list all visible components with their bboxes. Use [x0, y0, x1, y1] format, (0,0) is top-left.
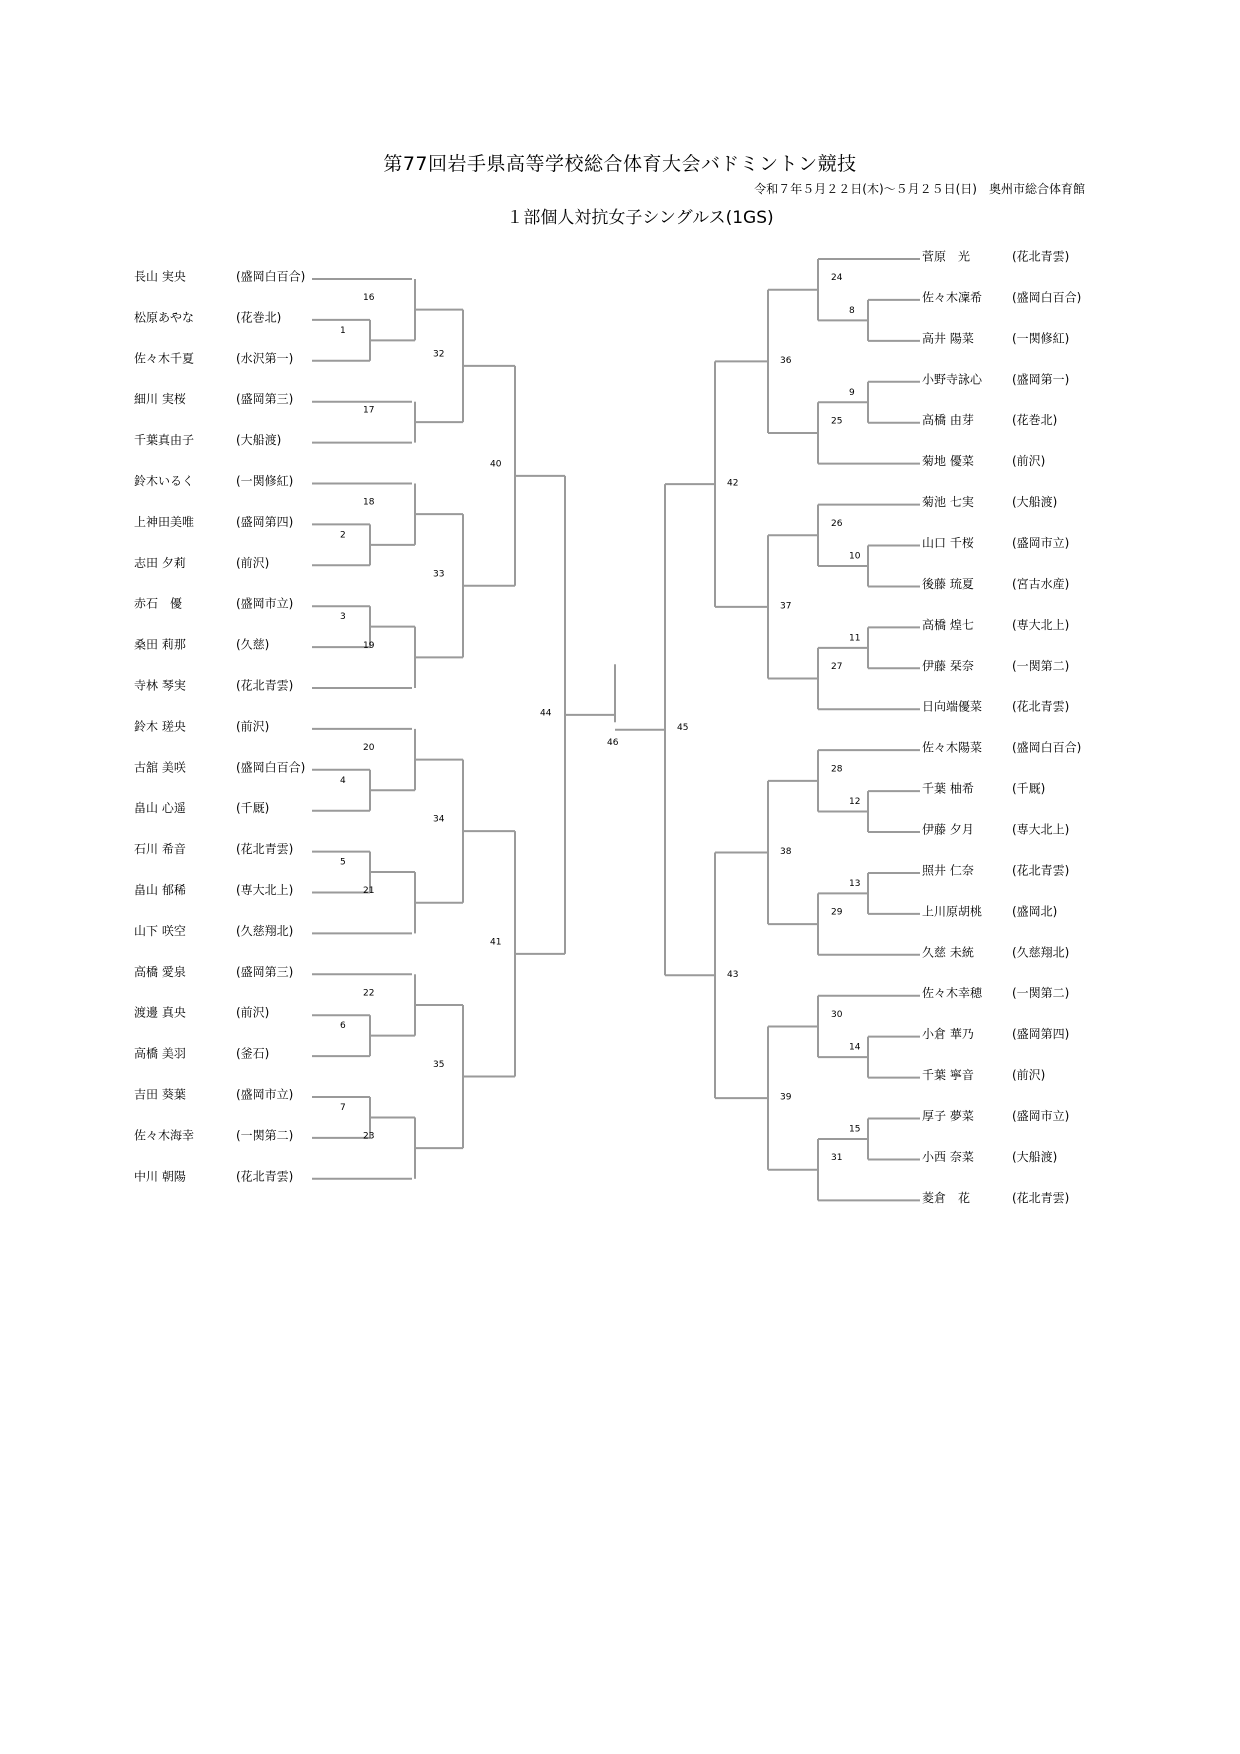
player-name: 桑田 莉那 — [134, 637, 186, 652]
player-team: (千厩) — [1012, 781, 1046, 796]
player-name: 畠山 郁稀 — [134, 883, 186, 897]
player-name: 山下 咲空 — [134, 923, 186, 938]
player-name: 小西 奈菜 — [922, 1149, 974, 1164]
player-name: 山口 千桜 — [922, 536, 974, 551]
player-team: (盛岡市立) — [236, 596, 294, 611]
player-name: 高橋 愛泉 — [134, 964, 186, 979]
player-team: (大船渡) — [1012, 495, 1058, 510]
player-name: 佐々木千夏 — [134, 351, 195, 366]
player-name: 後藤 琉夏 — [922, 576, 974, 591]
player-team: (水沢第一) — [236, 351, 294, 366]
player-team: (盛岡市立) — [1012, 1109, 1070, 1124]
match-number-3: 3 — [340, 612, 346, 623]
player-team: (盛岡第一) — [1012, 372, 1070, 387]
match-number-37: 37 — [780, 601, 792, 612]
match-number-14: 14 — [849, 1042, 861, 1053]
player-team: (盛岡白百合) — [236, 760, 306, 775]
match-number-34: 34 — [433, 814, 445, 825]
player-team: (大船渡) — [236, 433, 282, 448]
match-number-23: 23 — [363, 1131, 375, 1142]
player-team: (一関第二) — [1012, 986, 1070, 1001]
match-number-15: 15 — [849, 1124, 861, 1135]
player-team: (前沢) — [1012, 454, 1046, 469]
player-team: (宮古水産) — [1012, 576, 1070, 591]
player-name: 照井 仁奈 — [922, 863, 974, 878]
match-number-40: 40 — [490, 459, 502, 470]
player-team: (久慈翔北) — [236, 923, 294, 938]
player-name: 伊藤 夕月 — [922, 822, 974, 837]
event-subtitle: １部個人対抗女子シングルス(1GS) — [506, 208, 774, 228]
match-number-42: 42 — [727, 478, 739, 489]
match-number-33: 33 — [433, 569, 445, 580]
match-number-46: 46 — [607, 737, 619, 748]
player-name: 細川 実桜 — [134, 392, 186, 407]
player-team: (千厩) — [236, 801, 270, 816]
player-name: 鈴木 瑳央 — [134, 719, 186, 734]
player-name: 上神田美唯 — [134, 514, 195, 529]
player-team: (大船渡) — [1012, 1149, 1058, 1164]
match-number-6: 6 — [340, 1021, 346, 1032]
player-team: (一関修紅) — [1012, 331, 1070, 346]
match-number-16: 16 — [363, 293, 375, 304]
match-number-26: 26 — [831, 518, 843, 529]
player-team: (盛岡第三) — [236, 392, 294, 407]
player-name: 古舘 美咲 — [134, 760, 186, 775]
player-name: 佐々木凜希 — [922, 290, 983, 305]
match-number-19: 19 — [363, 640, 375, 651]
player-team: (専大北上) — [236, 883, 294, 897]
player-name: 中川 朝陽 — [134, 1169, 186, 1184]
player-team: (盛岡白百合) — [236, 269, 306, 284]
player-team: (盛岡第三) — [236, 964, 294, 979]
match-number-2: 2 — [340, 530, 346, 541]
player-name: 菱倉 花 — [922, 1190, 971, 1205]
match-number-17: 17 — [363, 405, 375, 416]
player-team: (盛岡第四) — [1012, 1027, 1070, 1042]
player-team: (釜石) — [236, 1046, 270, 1061]
player-team: (前沢) — [236, 719, 270, 734]
player-name: 菊池 七実 — [922, 495, 974, 510]
match-number-45: 45 — [677, 723, 689, 734]
player-name: 寺林 琴実 — [134, 678, 186, 693]
player-name: 鈴木いるく — [134, 474, 195, 488]
match-number-8: 8 — [849, 305, 855, 316]
player-team: (盛岡市立) — [236, 1087, 294, 1102]
player-team: (花北青雲) — [236, 1169, 294, 1184]
player-name: 高橋 煌七 — [922, 617, 974, 632]
player-team: (盛岡白百合) — [1012, 740, 1082, 755]
player-name: 赤石 優 — [134, 596, 183, 611]
match-number-27: 27 — [831, 662, 843, 673]
player-team: (花巻北) — [1012, 413, 1058, 428]
player-name: 菅原 光 — [922, 249, 971, 264]
player-name: 小倉 華乃 — [922, 1027, 974, 1042]
player-name: 高井 陽菜 — [922, 331, 974, 346]
player-team: (久慈翔北) — [1012, 945, 1070, 960]
player-team: (一関第二) — [1012, 658, 1070, 673]
match-number-18: 18 — [363, 497, 375, 508]
bracket-labels — [134, 249, 1081, 1205]
player-team: (一関第二) — [236, 1128, 294, 1143]
match-number-7: 7 — [340, 1102, 346, 1113]
match-number-25: 25 — [831, 416, 843, 427]
player-team: (盛岡市立) — [1012, 536, 1070, 551]
player-name: 畠山 心遥 — [134, 801, 186, 816]
player-name: 千葉真由子 — [134, 433, 195, 448]
player-team: (盛岡第四) — [236, 514, 294, 529]
player-name: 日向端優菜 — [922, 699, 983, 714]
player-team: (花北青雲) — [1012, 249, 1070, 264]
match-number-43: 43 — [727, 969, 739, 980]
match-number-4: 4 — [340, 775, 346, 786]
player-name: 渡邊 真央 — [134, 1005, 186, 1020]
player-name: 石川 希音 — [134, 842, 186, 857]
player-name: 吉田 葵葉 — [134, 1087, 186, 1102]
player-team: (盛岡北) — [1012, 904, 1058, 919]
player-team: (盛岡白百合) — [1012, 290, 1082, 305]
player-team: (花北青雲) — [1012, 1190, 1070, 1205]
match-number-36: 36 — [780, 355, 792, 366]
player-name: 長山 実央 — [134, 269, 186, 284]
player-team: (久慈) — [236, 637, 270, 652]
page-title: 第77回岩手県高等学校総合体育大会バドミントン競技 — [383, 153, 857, 175]
player-team: (花北青雲) — [1012, 863, 1070, 878]
player-name: 上川原胡桃 — [922, 904, 983, 919]
player-team: (花北青雲) — [236, 678, 294, 693]
player-team: (専大北上) — [1012, 617, 1070, 632]
player-name: 久慈 未統 — [922, 945, 974, 960]
match-number-24: 24 — [831, 273, 843, 284]
bracket-lines — [312, 259, 920, 1200]
match-number-39: 39 — [780, 1092, 792, 1103]
match-number-30: 30 — [831, 1009, 843, 1020]
player-team: (花北青雲) — [1012, 699, 1070, 714]
match-number-41: 41 — [490, 937, 502, 948]
match-number-22: 22 — [363, 988, 375, 999]
match-number-9: 9 — [849, 387, 855, 398]
match-number-5: 5 — [340, 857, 346, 868]
match-number-10: 10 — [849, 551, 861, 562]
player-name: 千葉 寧音 — [922, 1068, 974, 1083]
match-number-11: 11 — [849, 633, 861, 644]
player-team: (花北青雲) — [236, 842, 294, 857]
player-name: 佐々木海幸 — [134, 1128, 195, 1143]
match-number-1: 1 — [340, 325, 346, 336]
match-number-32: 32 — [433, 349, 445, 360]
player-name: 松原あやな — [134, 310, 195, 325]
match-number-20: 20 — [363, 743, 375, 754]
date-venue-line: 令和７年５月２２日(木)～５月２５日(日) 奥州市総合体育館 — [754, 182, 1085, 196]
match-number-28: 28 — [831, 764, 843, 775]
player-name: 千葉 柚希 — [922, 781, 974, 796]
player-team: (一関修紅) — [236, 474, 294, 488]
match-number-13: 13 — [849, 878, 861, 889]
player-name: 高橋 美羽 — [134, 1046, 186, 1061]
match-number-35: 35 — [433, 1060, 445, 1071]
match-number-31: 31 — [831, 1153, 843, 1164]
player-team: (前沢) — [1012, 1068, 1046, 1083]
player-name: 佐々木陽菜 — [922, 740, 983, 755]
player-team: (花巻北) — [236, 310, 282, 325]
match-number-12: 12 — [849, 797, 861, 808]
match-number-21: 21 — [363, 886, 375, 897]
player-team: (前沢) — [236, 555, 270, 570]
player-name: 厚子 夢菜 — [922, 1109, 974, 1124]
player-name: 佐々木幸穂 — [922, 986, 983, 1001]
match-number-38: 38 — [780, 846, 792, 857]
player-name: 小野寺詠心 — [922, 372, 983, 387]
player-name: 志田 夕莉 — [134, 555, 186, 570]
match-number-44: 44 — [540, 708, 552, 719]
player-name: 菊地 優菜 — [922, 454, 974, 469]
player-name: 伊藤 栞奈 — [922, 658, 974, 673]
player-name: 高橋 由芽 — [922, 413, 974, 428]
player-team: (専大北上) — [1012, 822, 1070, 837]
match-number-29: 29 — [831, 907, 843, 918]
player-team: (前沢) — [236, 1005, 270, 1020]
